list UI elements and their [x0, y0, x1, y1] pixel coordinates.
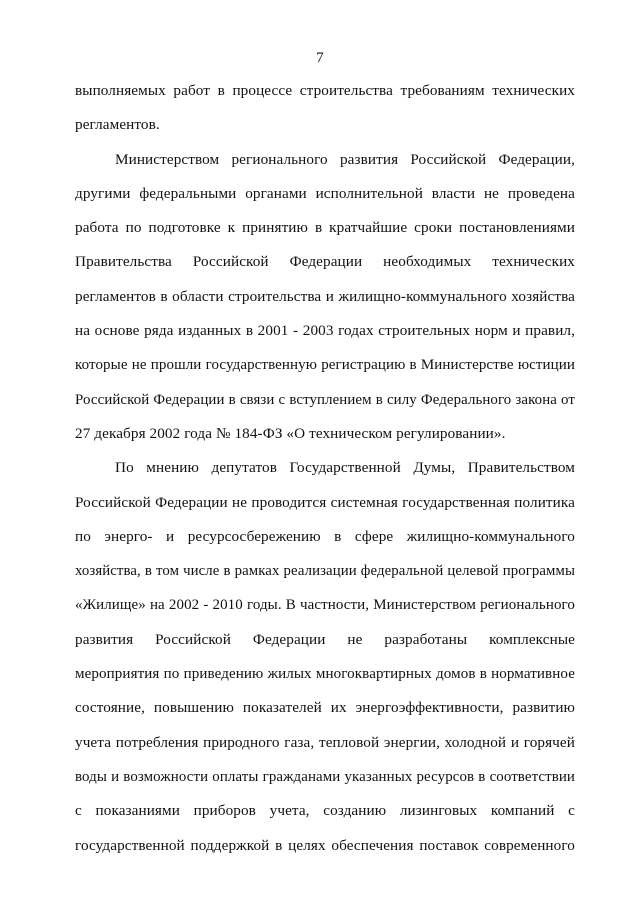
text-line: Правительства Российской Федерации необходимых технических — [75, 253, 575, 271]
text-line: регламентов в области строительства и жилищно-коммунального хозяйства — [75, 287, 575, 305]
text-line: мероприятия по приведению жилых многоквартирных домов в нормативное — [75, 666, 575, 683]
text-line: по энерго- и ресурсосбережению в сфере жилищно-коммунального — [75, 527, 575, 545]
text-line: работа по подготовке к принятию в кратчайшие сроки постановлениями — [75, 219, 575, 237]
text-line: другими федеральными органами исполнительной власти не проведена — [75, 184, 575, 202]
text-line: которые не прошли государственную регистрацию в Министерстве юстиции — [75, 357, 575, 374]
text-line: состояние, повышению показателей их энергоэффективности, развитию — [75, 699, 575, 717]
text-line: развития Российской Федерации не разработаны комплексные — [75, 630, 575, 648]
text-line: регламентов. — [75, 116, 160, 134]
text-line: Российской Федерации не проводится системная государственная политика — [75, 493, 575, 511]
text-line: Российской Федерации в связи с вступлением в силу Федерального закона от — [75, 391, 575, 408]
page-number: 7 — [316, 49, 324, 66]
text-line: хозяйства, в том числе в рамках реализации федеральной целевой программы — [75, 563, 575, 580]
text-line: Министерством регионального развития Российской Федерации, — [115, 150, 575, 168]
text-line: «Жилище» на 2002 - 2010 годы. В частности, Министерством регионального — [75, 597, 575, 614]
text-line: По мнению депутатов Государственной Думы, Правительством — [115, 459, 575, 477]
text-line: учета потребления природного газа, тепловой энергии, холодной и горячей — [75, 733, 575, 751]
text-line: на основе ряда изданных в 2001 - 2003 годах строительных норм и правил, — [75, 322, 575, 340]
text-line: воды и возможности оплаты гражданами указанных ресурсов в соответствии — [75, 768, 575, 785]
text-line: с показаниями приборов учета, созданию лизинговых компаний с — [75, 802, 575, 820]
body-text — [75, 74, 575, 863]
text-line: государственной поддержкой в целях обеспечения поставок современного — [75, 836, 575, 854]
text-line: выполняемых работ в процессе строительства требованиям технических — [75, 82, 575, 99]
text-line: 27 декабря 2002 года № 184-ФЗ «О техническом регулировании». — [75, 424, 506, 442]
